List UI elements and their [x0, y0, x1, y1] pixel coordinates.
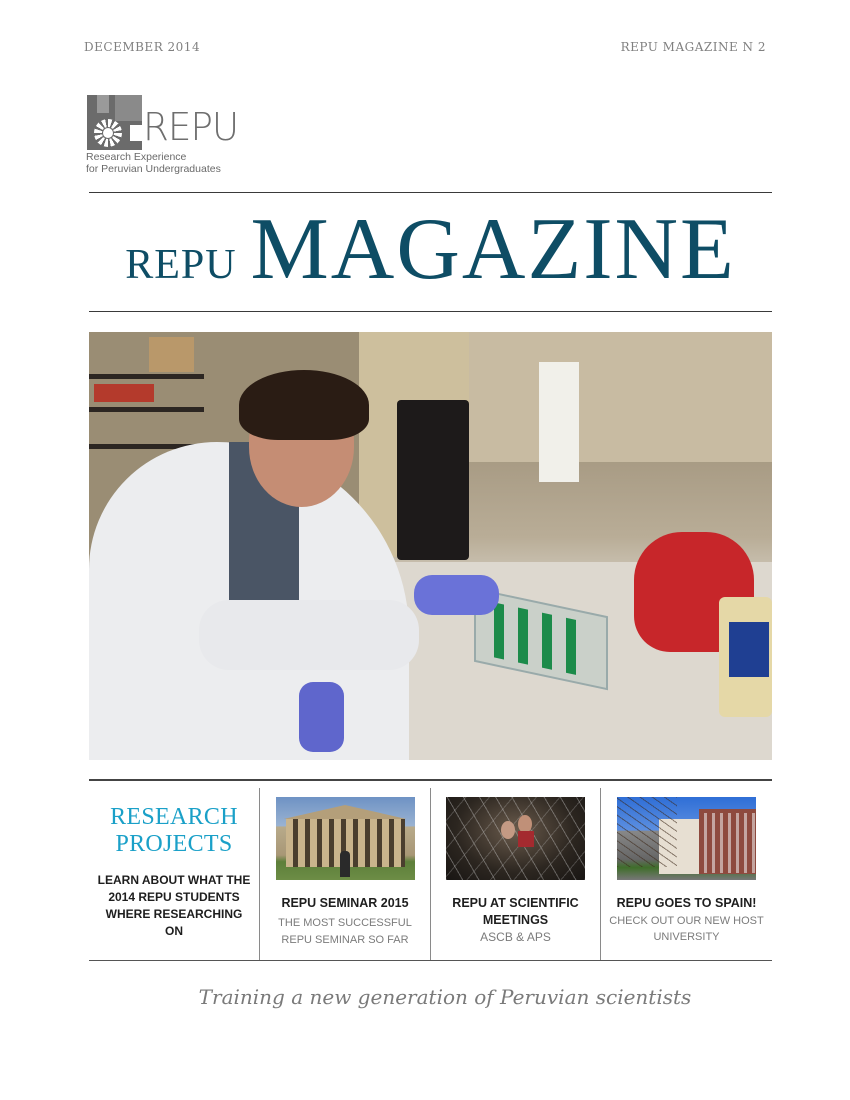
- teaser-headline: REPU AT SCIENTIFIC MEETINGS: [452, 896, 579, 927]
- divider-masthead: [89, 311, 772, 312]
- hero-photo: [89, 332, 772, 760]
- masthead-title: MAGAZINE: [250, 201, 736, 298]
- teaser-subtext: THE MOST SUCCESSFUL REPU SEMINAR SO FAR: [278, 917, 412, 946]
- teaser-description: LEARN ABOUT WHAT THE 2014 REPU STUDENTS WHERE RESEARCHING ON: [97, 873, 251, 938]
- teaser-row: [89, 788, 772, 960]
- issue-label: REPU MAGAZINE N 2: [620, 40, 766, 54]
- tagline: Training a new generation of Peruvian scientists: [198, 985, 692, 1009]
- masthead-prefix: REPU: [125, 242, 237, 288]
- logo-subtitle-line1: Research Experience: [86, 151, 187, 163]
- divider-teasers-top: [89, 779, 772, 781]
- teaser-headline: REPU SEMINAR 2015: [281, 896, 409, 910]
- teaser-subtext: CHECK OUT OUR NEW HOST UNIVERSITY: [609, 915, 764, 943]
- teaser-title: [89, 804, 259, 858]
- teaser-title-line2: PROJECTS: [115, 831, 233, 857]
- logo-subtitle-line2: for Peruvian Undergraduates: [86, 163, 221, 175]
- teaser-title-line1: RESEARCH: [110, 804, 238, 830]
- masthead: [89, 200, 772, 305]
- divider-top: [89, 192, 772, 193]
- spain-street-photo: [617, 797, 756, 880]
- teaser-headline: REPU GOES TO SPAIN!: [616, 896, 757, 910]
- teaser-spain[interactable]: [600, 788, 772, 960]
- teaser-scientific-meetings[interactable]: [430, 788, 600, 960]
- gear-wheel-logo-icon: [87, 95, 142, 150]
- teaser-research-projects[interactable]: [89, 788, 259, 960]
- teaser-seminar[interactable]: [259, 788, 430, 960]
- divider-teasers-bottom: [89, 960, 772, 961]
- logo-subtitle: [86, 151, 221, 175]
- repu-logo: [86, 94, 256, 178]
- teaser-subtext: ASCB & APS: [480, 930, 551, 944]
- lab-instruments-photo: [446, 797, 585, 880]
- parthenon-photo: [276, 797, 415, 880]
- issue-date: DECEMBER 2014: [84, 40, 201, 54]
- logo-wordmark: REPU: [143, 105, 239, 149]
